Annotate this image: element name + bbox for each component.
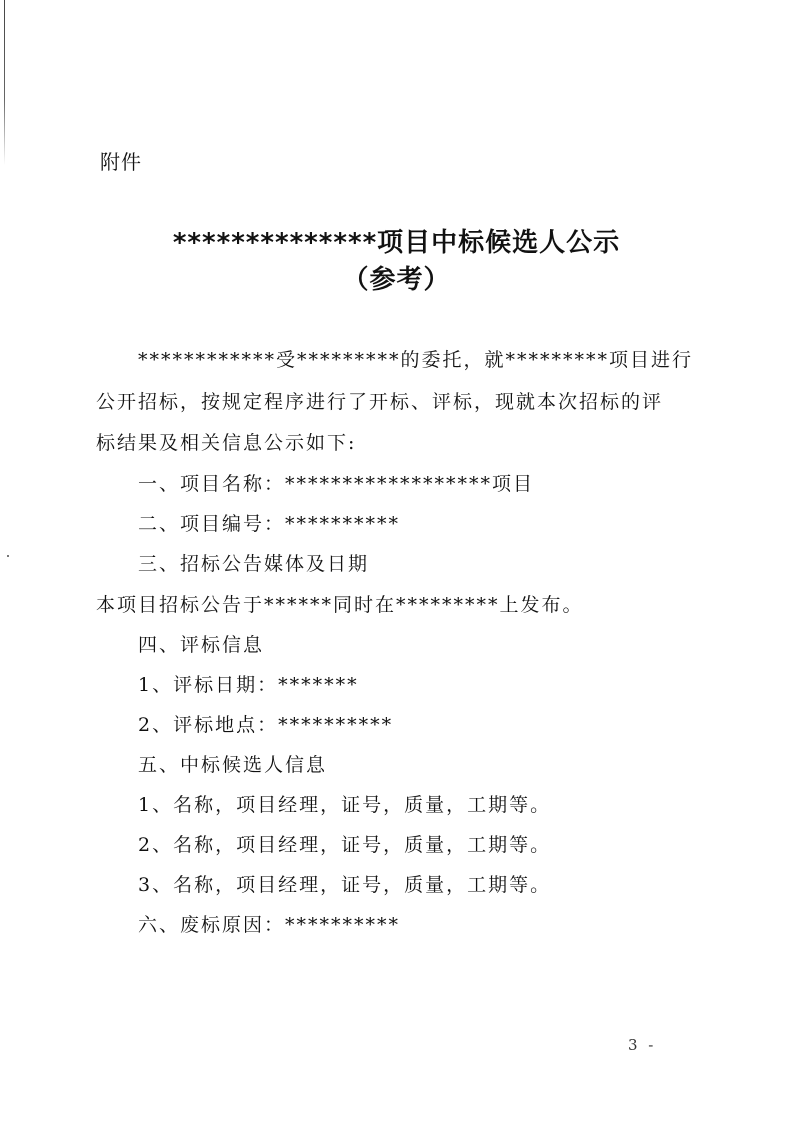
- evaluation-location: 2、评标地点：**********: [138, 714, 394, 736]
- body-paragraph-intro-line2: 公开招标，按规定程序进行了开标、评标，现就本次招标的评: [96, 391, 664, 413]
- scan-edge-line: [4, 0, 5, 165]
- attachment-label: 附件: [100, 150, 142, 174]
- scan-speck: [7, 555, 9, 557]
- section-announcement-media: 三、招标公告媒体及日期: [138, 553, 370, 575]
- section-candidate-info: 五、中标候选人信息: [138, 754, 328, 776]
- document-title: **************项目中标候选人公示: [172, 228, 621, 258]
- evaluation-date: 1、评标日期：*******: [138, 674, 359, 696]
- document-subtitle: （参考）: [342, 265, 451, 295]
- body-paragraph-intro-line1: ************受*********的委托，就*********项目进行: [138, 349, 694, 371]
- body-paragraph-intro-line3: 标结果及相关信息公示如下:: [96, 432, 357, 454]
- section-evaluation-info: 四、评标信息: [138, 634, 265, 656]
- candidate-item-2: 2、名称，项目经理，证号，质量，工期等。: [138, 834, 552, 856]
- candidate-item-3: 3、名称，项目经理，证号，质量，工期等。: [138, 874, 552, 896]
- page-number: 3 -: [628, 1036, 657, 1054]
- section-project-name: 一、项目名称：******************项目: [138, 473, 535, 495]
- section-project-number: 二、项目编号：**********: [138, 513, 401, 535]
- announcement-media-text: 本项目招标公告于******同时在*********上发布。: [96, 594, 584, 616]
- section-invalid-bid-reason: 六、废标原因：**********: [138, 914, 401, 936]
- candidate-item-1: 1、名称，项目经理，证号，质量，工期等。: [138, 794, 552, 816]
